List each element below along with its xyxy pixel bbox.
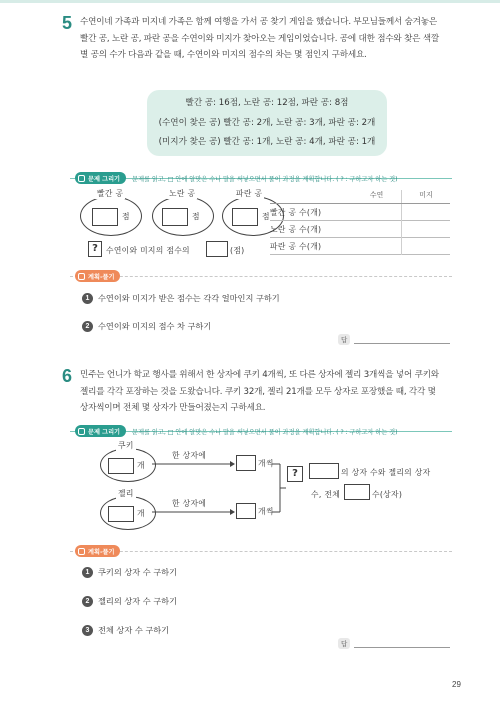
score-info-line-1: 빨간 공: 16점, 노란 공: 12점, 파란 공: 8점 (185, 98, 349, 108)
yellow-ball-unit: 점 (192, 212, 200, 221)
q6-plan-tag: 계획-풀기 (75, 545, 120, 557)
question-5-line-3: 별 공의 수가 다음과 같을 때, 수연이와 미지의 점수의 차는 몇 점인지 구하세요. (80, 50, 367, 60)
q6-answer-line[interactable] (354, 647, 450, 648)
q6-plan-divider (70, 551, 452, 552)
q5-draw-instruction: 문제를 읽고, □ 안에 알맞은 수나 말을 써넣으면서 풀이 과정을 계획합니다. ( ? : 구하고자 하는 것) (132, 176, 398, 183)
table-row (270, 204, 450, 221)
red-ball-unit: 점 (122, 212, 130, 221)
q5-goal-box[interactable] (206, 241, 228, 257)
table-header-miji: 미지 (401, 190, 450, 203)
table-row-blue: 파란 공 수(개) (270, 241, 322, 251)
cookie-per-each: 개씩 (258, 459, 274, 468)
q6-goal-text-2a: 수, 전체 (311, 490, 341, 499)
table-cell[interactable] (352, 204, 401, 221)
yellow-ball-label: 노란 공 (169, 189, 196, 198)
q6-goal-text-1: 의 상자 수와 젤리의 상자 (341, 468, 431, 477)
table-cell[interactable] (401, 238, 450, 255)
table-header-suyeon: 수연 (369, 191, 384, 199)
q5-step-1-number: 1 (82, 293, 93, 304)
jelly-label: 젤리 (118, 489, 134, 498)
question-6-line-1: 민주는 언니가 학교 행사를 위해서 한 상자에 쿠키 4개씩, 또 다른 상자에 젤리 3개씩을 넣어 쿠키와 (80, 370, 439, 380)
question-5-number: 5 (62, 13, 73, 33)
q5-answer-line[interactable] (354, 343, 450, 344)
blue-ball-score-box[interactable] (232, 208, 258, 226)
cookie-per-box-text: 한 상자에 (172, 451, 207, 460)
table-cell[interactable] (401, 204, 450, 221)
question-5-line-2: 빨간 공, 노란 공, 파란 공을 수연이와 미지가 찾아오는 게임이었습니다. 공에 대한 점수와 찾은 색깔 (80, 33, 440, 44)
red-ball-label: 빨간 공 (97, 189, 124, 198)
cookie-count-box[interactable] (108, 458, 134, 474)
pencil-icon (78, 175, 85, 182)
q5-step-2-number: 2 (82, 321, 93, 332)
cookie-label: 쿠키 (118, 441, 134, 450)
q5-goal-mark: ? (88, 241, 102, 257)
q6-step-3-number: 3 (82, 625, 93, 636)
question-6-number: 6 (62, 366, 73, 386)
jelly-per-box-input[interactable] (236, 503, 256, 519)
table-cell[interactable] (401, 221, 450, 238)
table-row-red: 빨간 공 수(개) (270, 207, 322, 217)
page-number: 29 (452, 680, 461, 689)
table-cell[interactable] (352, 238, 401, 255)
score-info-line-3: (미지가 찾은 공) 빨간 공: 1개, 노란 공: 4개, 파란 공: 1개 (158, 137, 376, 147)
q6-answer-label: 답 (338, 638, 350, 649)
jelly-unit: 개 (137, 509, 145, 518)
grid-icon (78, 548, 85, 555)
q6-goal-text-2b: 수(상자) (372, 490, 403, 499)
q5-plan-tag: 계획-풀기 (75, 270, 120, 282)
q5-goal-unit: (점) (230, 246, 245, 255)
question-6-text (80, 367, 460, 417)
ball-count-table (270, 190, 450, 255)
top-color-strip (0, 0, 500, 3)
question-5-line-1: 수연이네 가족과 미지네 가족은 함께 여행을 가서 공 찾기 게임을 했습니다. 부모님들께서 숨겨놓은 (80, 17, 437, 27)
q5-step-2-text: 수연이와 미지의 점수 차 구하기 (98, 321, 212, 331)
q5-step-1-text: 수연이와 미지가 받은 점수는 각각 얼마인지 구하기 (98, 293, 280, 303)
grid-icon (78, 273, 85, 280)
q6-step-2-text: 젤리의 상자 수 구하기 (98, 596, 177, 606)
q5-answer-label: 답 (338, 334, 350, 345)
q5-plan-divider (70, 276, 452, 277)
question-6-line-2: 젤리를 각각 포장하는 것을 도왔습니다. 쿠키 32개, 젤리 21개를 모두 상자로 포장했을 때, 각각 몇 (80, 386, 436, 397)
q6-step-3-text: 전체 상자 수 구하기 (98, 625, 170, 635)
q6-step-2-number: 2 (82, 596, 93, 607)
pencil-icon (78, 428, 85, 435)
table-cell[interactable] (352, 221, 401, 238)
q6-goal-box-1[interactable] (309, 463, 339, 479)
score-info-box (147, 90, 387, 156)
q5-goal-text: 수연이와 미지의 점수의 (106, 246, 190, 255)
table-row (270, 221, 450, 238)
cookie-unit: 개 (137, 461, 145, 470)
table-row-yellow: 노란 공 수(개) (270, 224, 322, 234)
q6-step-1-number: 1 (82, 567, 93, 578)
table-row (270, 238, 450, 255)
blue-ball-label: 파란 공 (236, 189, 263, 198)
q6-goal-mark: ? (287, 466, 303, 482)
blue-ball-unit: 점 (262, 212, 270, 221)
jelly-count-box[interactable] (108, 506, 134, 522)
yellow-ball-score-box[interactable] (162, 208, 188, 226)
cookie-per-box-input[interactable] (236, 455, 256, 471)
q6-goal-box-2[interactable] (344, 484, 370, 500)
question-6-line-3: 상자씩이며 전체 몇 상자가 만들어졌는지 구하세요. (80, 403, 266, 413)
jelly-per-box-text: 한 상자에 (172, 499, 207, 508)
score-info-line-2: (수연이 찾은 공) 빨간 공: 2개, 노란 공: 3개, 파란 공: 2개 (158, 117, 376, 128)
q6-step-1-text: 쿠키의 상자 수 구하기 (98, 567, 177, 577)
red-ball-score-box[interactable] (92, 208, 118, 226)
q6-draw-instruction: 문제를 읽고, □ 안에 알맞은 수나 말을 써넣으면서 풀이 과정을 계획합니다. ( ? : 구하고자 하는 것) (132, 429, 398, 436)
q5-draw-tag: 문제 그리기 (75, 172, 126, 184)
jelly-per-each: 개씩 (258, 507, 274, 516)
question-5-text (80, 14, 460, 64)
q6-draw-tag: 문제 그리기 (75, 425, 126, 437)
